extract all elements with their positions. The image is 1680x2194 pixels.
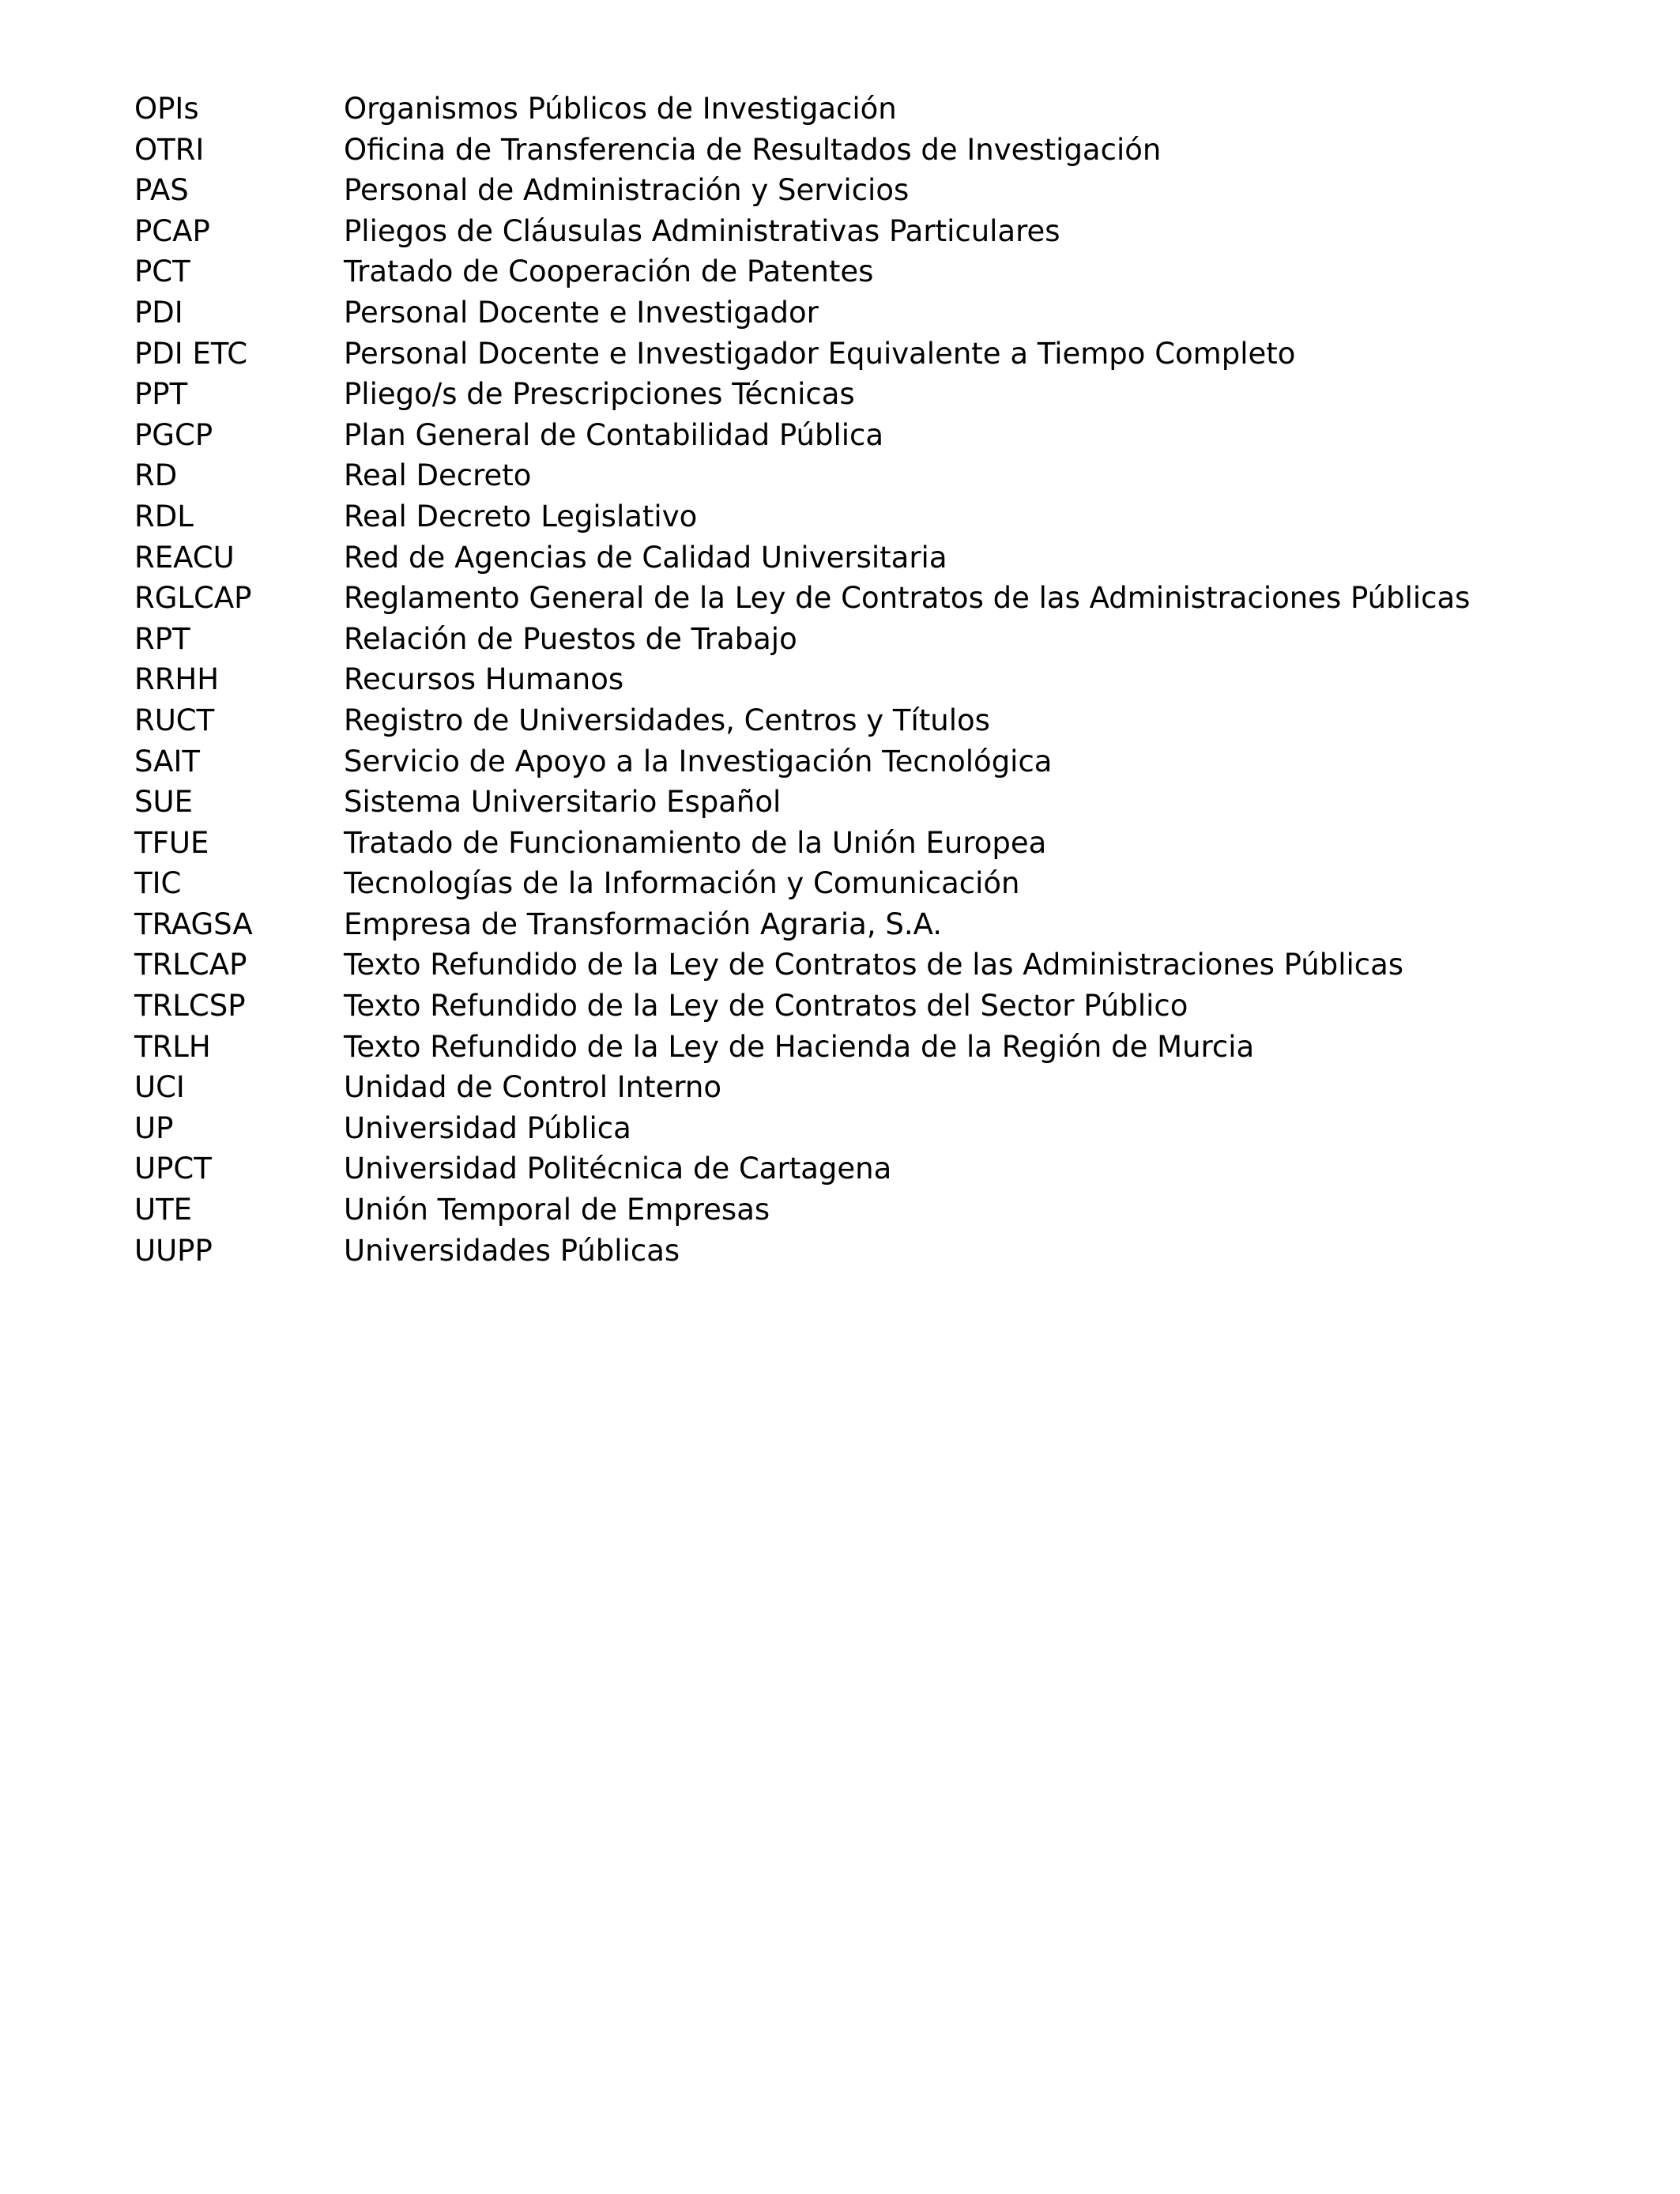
list-item (134, 904, 1557, 945)
abbreviation: SAIT (134, 744, 200, 778)
abbreviation: UP (134, 1110, 174, 1145)
list-item (134, 170, 1557, 211)
abbreviation: PAS (134, 173, 189, 208)
list-item (134, 619, 1557, 660)
abbreviation: SUE (134, 785, 193, 820)
abbreviation-meaning: Universidades Públicas (344, 1233, 680, 1268)
abbreviation: UPCT (134, 1152, 212, 1186)
abbreviation: TRLCSP (134, 989, 246, 1023)
list-item (134, 251, 1557, 292)
abbreviation: RPT (134, 621, 190, 656)
abbreviation-meaning: Recursos Humanos (344, 662, 624, 697)
list-item (134, 455, 1557, 496)
list-item (134, 1189, 1557, 1231)
abbreviation: OPIs (134, 92, 199, 126)
abbreviation-meaning: Oficina de Transferencia de Resultados de Investigación (344, 132, 1162, 167)
abbreviation: TRLH (134, 1029, 211, 1064)
abbreviation: RUCT (134, 703, 215, 737)
abbreviation-meaning: Unidad de Control Interno (344, 1070, 722, 1105)
list-item (134, 823, 1557, 864)
list-item (134, 1067, 1557, 1108)
abbreviation-meaning: Tratado de Funcionamiento de la Unión Europea (344, 825, 1047, 860)
abbreviation-meaning: Real Decreto Legislativo (344, 499, 698, 533)
abbreviation-meaning: Texto Refundido de la Ley de Hacienda de la Región de Murcia (344, 1029, 1255, 1064)
list-item (134, 415, 1557, 456)
abbreviation: PGCP (134, 417, 213, 452)
list-item (134, 700, 1557, 741)
abbreviation-meaning: Sistema Universitario Español (344, 785, 782, 820)
list-item (134, 659, 1557, 700)
list-item (134, 1148, 1557, 1189)
abbreviation-meaning: Registro de Universidades, Centros y Títulos (344, 703, 990, 737)
list-item (134, 89, 1557, 130)
abbreviation: TIC (134, 866, 182, 901)
abbreviation-meaning: Real Decreto (344, 458, 532, 493)
list-item (134, 741, 1557, 782)
abbreviation-meaning: Universidad Pública (344, 1110, 631, 1145)
list-item (134, 537, 1557, 579)
abbreviation-meaning: Relación de Puestos de Trabajo (344, 621, 797, 656)
abbreviation-meaning: Texto Refundido de la Ley de Contratos del Sector Público (344, 989, 1188, 1023)
list-item (134, 1231, 1557, 1272)
abbreviation: RRHH (134, 662, 220, 697)
abbreviation: PCT (134, 254, 190, 289)
abbreviation: UTE (134, 1193, 193, 1227)
abbreviation: PCAP (134, 213, 210, 248)
list-item (134, 496, 1557, 537)
list-item (134, 374, 1557, 415)
list-item (134, 986, 1557, 1027)
abbreviation-meaning: Servicio de Apoyo a la Investigación Tecnológica (344, 744, 1053, 778)
abbreviation: RD (134, 458, 178, 493)
abbreviations-list (134, 89, 1557, 1271)
abbreviation-meaning: Tecnologías de la Información y Comunicación (344, 866, 1020, 901)
abbreviation-meaning: Personal de Administración y Servicios (344, 173, 910, 208)
abbreviation-meaning: Organismos Públicos de Investigación (344, 92, 897, 126)
abbreviation-meaning: Pliego/s de Prescripciones Técnicas (344, 377, 855, 412)
list-item (134, 1108, 1557, 1149)
abbreviation-meaning: Reglamento General de la Ley de Contratos de las Administraciones Públicas (344, 581, 1471, 616)
abbreviation: RDL (134, 499, 194, 533)
list-item (134, 211, 1557, 252)
abbreviation-meaning: Tratado de Cooperación de Patentes (344, 254, 874, 289)
abbreviation: RGLCAP (134, 581, 252, 616)
abbreviation: OTRI (134, 132, 205, 167)
list-item (134, 782, 1557, 823)
abbreviation: REACU (134, 540, 235, 575)
list-item (134, 130, 1557, 171)
list-item (134, 1027, 1557, 1068)
list-item (134, 944, 1557, 986)
abbreviation: TRAGSA (134, 907, 253, 941)
list-item (134, 578, 1557, 619)
abbreviation-meaning: Personal Docente e Investigador Equivalente a Tiempo Completo (344, 336, 1296, 371)
list-item (134, 292, 1557, 334)
list-item (134, 334, 1557, 375)
abbreviation: UCI (134, 1070, 185, 1105)
list-item (134, 863, 1557, 904)
abbreviation-meaning: Empresa de Transformación Agraria, S.A. (344, 907, 943, 941)
abbreviation-meaning: Red de Agencias de Calidad Universitaria (344, 540, 947, 575)
abbreviation-meaning: Plan General de Contabilidad Pública (344, 417, 884, 452)
abbreviation: TRLCAP (134, 948, 247, 982)
abbreviation-meaning: Unión Temporal de Empresas (344, 1193, 770, 1227)
abbreviation: PDI ETC (134, 336, 248, 371)
abbreviation-meaning: Texto Refundido de la Ley de Contratos de las Administraciones Públicas (344, 948, 1404, 982)
abbreviation: UUPP (134, 1233, 213, 1268)
abbreviation-meaning: Pliegos de Cláusulas Administrativas Particulares (344, 213, 1060, 248)
abbreviation: PPT (134, 377, 188, 412)
abbreviation-meaning: Personal Docente e Investigador (344, 295, 819, 330)
abbreviation: TFUE (134, 825, 209, 860)
abbreviation: PDI (134, 295, 183, 330)
abbreviation-meaning: Universidad Politécnica de Cartagena (344, 1152, 892, 1186)
